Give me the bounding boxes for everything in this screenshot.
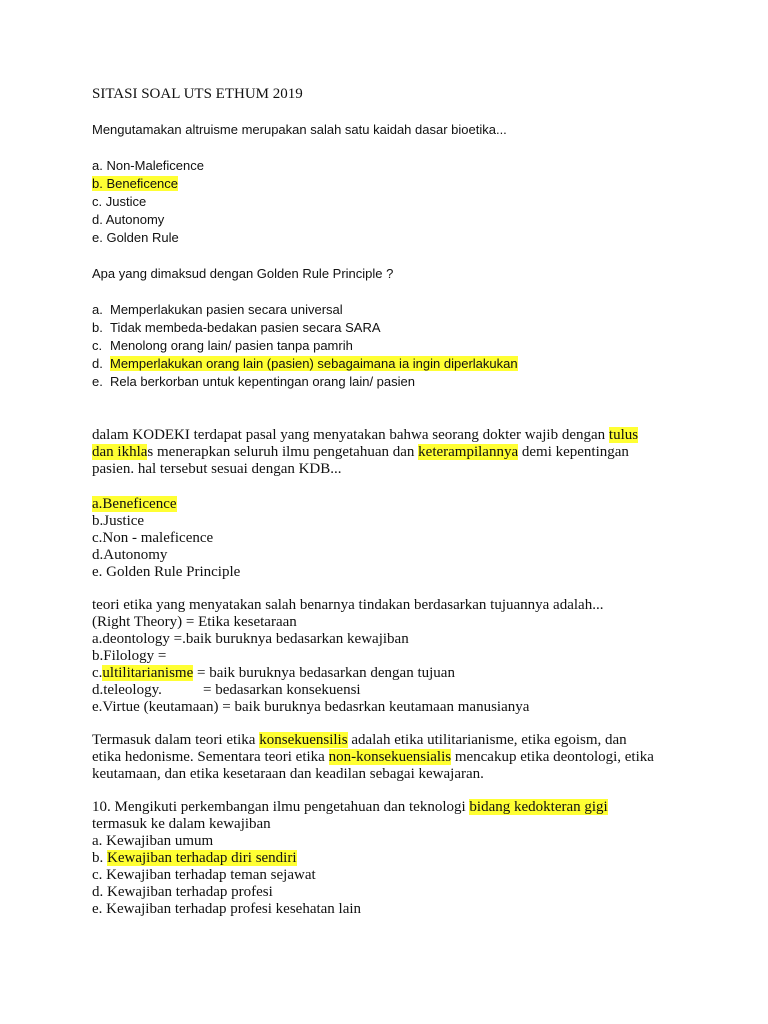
- q10-option-a: a. Kewajiban umum: [92, 833, 214, 849]
- document-page: [92, 86, 692, 918]
- q10-option-d: d. Kewajiban terhadap profesi: [92, 884, 273, 900]
- q3-option-b: b.Justice: [92, 513, 145, 529]
- q2-option-a: a. Memperlakukan pasien secara universal: [92, 302, 343, 317]
- q2-option-d: d. Memperlakukan orang lain (pasien) sebagaimana ia ingin diperlakukan: [92, 356, 518, 371]
- q10-option-b: b. Kewajiban terhadap diri sendiri: [92, 850, 297, 866]
- q4-line-2: (Right Theory) = Etika kesetaraan: [92, 614, 297, 630]
- q4-line-5: c.ultilitarianisme = baik buruknya bedasarkan dengan tujuan: [92, 665, 455, 681]
- q4-line-1: teori etika yang menyatakan salah benarnya tindakan berdasarkan tujuannya adalah...: [92, 597, 604, 613]
- q10-option-c: c. Kewajiban terhadap teman sejawat: [92, 867, 316, 883]
- q10-option-e: e. Kewajiban terhadap profesi kesehatan lain: [92, 901, 362, 917]
- q4-line-4: b.Filology =: [92, 648, 167, 664]
- q4-line-3: a.deontology =.baik buruknya bedasarkan kewajiban: [92, 631, 409, 647]
- q1-option-d: d. Autonomy: [92, 212, 165, 227]
- q3-option-d: d.Autonomy: [92, 547, 168, 563]
- note-paragraph: Termasuk dalam teori etika konsekuensilis adalah etika utilitarianisme, etika egoism, dan etika hedonisme. Sementara teori etika non-konsekuensialis mencakup etika deontologi, etika keutamaan, dan etika kesetaraan dan keadilan sebagai kewajaran.: [92, 732, 654, 782]
- q3-option-e: e. Golden Rule Principle: [92, 564, 241, 580]
- q1-option-c: c. Justice: [92, 194, 147, 209]
- q3-question: dalam KODEKI terdapat pasal yang menyatakan bahwa seorang dokter wajib dengan tulus dan ikhlas menerapkan seluruh ilmu pengetahuan dan keterampilannya demi kepentingan pasien. hal tersebut sesuai dengan KDB...: [92, 427, 639, 477]
- document-title: SITASI SOAL UTS ETHUM 2019: [92, 86, 303, 102]
- q2-question: Apa yang dimaksud dengan Golden Rule Principle ?: [92, 266, 394, 281]
- q1-question: Mengutamakan altruisme merupakan salah satu kaidah dasar bioetika...: [92, 122, 507, 137]
- q2-option-c: c. Menolong orang lain/ pasien tanpa pamrih: [92, 338, 353, 353]
- q1-option-e: e. Golden Rule: [92, 230, 179, 245]
- q10-question: 10. Mengikuti perkembangan ilmu pengetahuan dan teknologi bidang kedokteran gigi termasuk ke dalam kewajiban: [92, 799, 608, 832]
- q4-line-7: e.Virtue (keutamaan) = baik buruknya bedasrkan keutamaan manusianya: [92, 699, 530, 715]
- q3-option-c: c.Non - maleficence: [92, 530, 214, 546]
- q1-option-a: a. Non-Maleficence: [92, 158, 204, 173]
- q2-option-b: b. Tidak membeda-bedakan pasien secara SARA: [92, 320, 381, 335]
- q3-option-a: a.Beneficence: [92, 496, 177, 512]
- q4-line-6: d.teleology. = bedasarkan konsekuensi: [92, 682, 361, 698]
- q2-option-e: e. Rela berkorban untuk kepentingan orang lain/ pasien: [92, 374, 415, 389]
- q1-option-b: b. Beneficence: [92, 176, 179, 191]
